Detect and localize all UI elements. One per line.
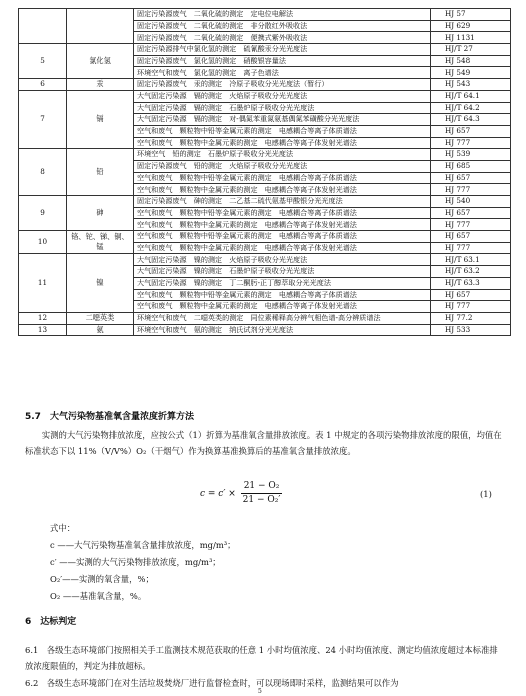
row-number-cell: 12 <box>19 312 67 324</box>
table-row <box>19 196 511 208</box>
pollutant-cell: 氨 <box>67 324 134 336</box>
row-number-cell: 13 <box>19 324 67 336</box>
standard-code-cell: HJ 777 <box>431 301 511 313</box>
standard-code-cell: HJ 685 <box>431 160 511 172</box>
method-cell: 空气和废气 颗粒物中金属元素的测定 电感耦合等离子体发射光谱法 <box>134 219 431 231</box>
standard-code-cell: HJ 657 <box>431 172 511 184</box>
method-cell: 固定污染源废气 砷的测定 二乙基二硫代氨基甲酸银分光光度法 <box>134 196 431 208</box>
method-cell: 固定污染源废气 二氧化硫的测定 非分散红外吸收法 <box>134 20 431 32</box>
section-6-1-paragraph: 6.1 各级生态环境部门按照相关手工监测技术规范获取的任意 1 小时均值浓度、24 小时均值浓度、测定均值浓度超过本标准排放浓度限值的，判定为排放超标。 <box>25 645 498 671</box>
method-cell: 环境空气和废气 二噁英类的测定 同位素稀释高分辨气相色谱-高分辨质谱法 <box>134 312 431 324</box>
standard-code-cell: HJ 77.2 <box>431 312 511 324</box>
standard-code-cell: HJ 657 <box>431 207 511 219</box>
standard-code-cell: HJ/T 64.3 <box>431 114 511 126</box>
row-number-cell: 8 <box>19 149 67 196</box>
standard-code-cell: HJ/T 63.1 <box>431 254 511 266</box>
standard-code-cell: HJ 657 <box>431 289 511 301</box>
section-6-2-paragraph: 6.2 各级生态环境部门在对生活垃圾焚烧厂进行监督检查时，可以现场即时采样，监测结果可以作为 <box>25 678 399 688</box>
method-cell: 空气和废气 颗粒物中铅等金属元素的测定 电感耦合等离子体质谱法 <box>134 289 431 301</box>
standard-code-cell: HJ 777 <box>431 242 511 254</box>
method-cell: 固定污染源废气 汞的测定 冷原子吸收分光光度法（暂行） <box>134 79 431 91</box>
row-number-cell: 7 <box>19 90 67 148</box>
row-number-cell: 6 <box>19 79 67 91</box>
method-cell: 固定污染源废气 氯化氢的测定 硝酸银容量法 <box>134 55 431 67</box>
table-row <box>19 312 511 324</box>
method-cell: 大气固定污染源 镍的测定 丁二酮肟-正丁醇萃取分光光度法 <box>134 277 431 289</box>
definition-c: c ——大气污染物基准氧含量排放浓度，mg/m³； <box>50 540 236 550</box>
standard-code-cell: HJ/T 27 <box>431 44 511 56</box>
definition-o2-prime: O₂′——实测的氧含量，%； <box>50 574 154 584</box>
standard-code-cell: HJ 629 <box>431 20 511 32</box>
table-row <box>19 231 511 243</box>
pollutant-cell: 砷 <box>67 196 134 231</box>
standards-table <box>18 8 511 336</box>
page-number: 5 <box>258 688 262 695</box>
definition-o2: O₂ ——基准氧含量，%。 <box>50 591 147 601</box>
pollutant-cell <box>67 9 134 44</box>
method-cell: 固定污染源废气 铅的测定 火焰原子吸收分光光度法 <box>134 160 431 172</box>
section-5-7-paragraph: 实测的大气污染物排放浓度，应按公式（1）折算为基准氧含量排放浓度。表 1 中规定的各项污染物排放浓度的限值，均值在标准状态下以 11%（V/V%）O₂（干烟气）作为换算基准换算后的基准氧含量排放浓度。 <box>25 430 502 456</box>
formula-numerator: 21 − O₂ <box>241 480 283 494</box>
row-number-cell: 9 <box>19 196 67 231</box>
standard-code-cell: HJ 777 <box>431 184 511 196</box>
formula-denominator: 21 − O₂′ <box>242 495 281 505</box>
row-number-cell: 5 <box>19 44 67 79</box>
formula-fraction <box>241 480 283 507</box>
formula-number: (1) <box>480 489 492 499</box>
where-label: 式中： <box>50 523 76 533</box>
table-row <box>19 90 511 102</box>
standard-code-cell: HJ/T 63.3 <box>431 277 511 289</box>
section-5-7-heading: 5.7 大气污染物基准氧含量浓度折算方法 <box>25 412 194 422</box>
method-cell: 大气固定污染源 镉的测定 石墨炉原子吸收分光光度法 <box>134 102 431 114</box>
standard-code-cell: HJ 1131 <box>431 32 511 44</box>
standard-code-cell: HJ 543 <box>431 79 511 91</box>
method-cell: 空气和废气 颗粒物中铅等金属元素的测定 电感耦合等离子体质谱法 <box>134 172 431 184</box>
standard-code-cell: HJ 777 <box>431 137 511 149</box>
standard-code-cell: HJ 549 <box>431 67 511 79</box>
standard-code-cell: HJ 540 <box>431 196 511 208</box>
table-row <box>19 9 511 21</box>
method-cell: 固定污染源废气 二氧化硫的测定 定电位电解法 <box>134 9 431 21</box>
method-cell: 大气固定污染源 镉的测定 对-偶氮苯重氮氨基偶氮苯磺酸分光光度法 <box>134 114 431 126</box>
standard-code-cell: HJ 657 <box>431 125 511 137</box>
pollutant-cell: 铅 <box>67 149 134 196</box>
standard-code-cell: HJ/T 64.1 <box>431 90 511 102</box>
pollutant-cell: 二噁英类 <box>67 312 134 324</box>
formula-1 <box>200 480 282 507</box>
standard-code-cell: HJ 57 <box>431 9 511 21</box>
pollutant-cell: 镍 <box>67 254 134 312</box>
standard-code-cell: HJ 533 <box>431 324 511 336</box>
method-cell: 空气和废气 颗粒物中铅等金属元素的测定 电感耦合等离子体质谱法 <box>134 207 431 219</box>
row-number-cell: 11 <box>19 254 67 312</box>
table-row <box>19 324 511 336</box>
method-cell: 环境空气 铅的测定 石墨炉原子吸收分光光度法 <box>134 149 431 161</box>
method-cell: 空气和废气 颗粒物中金属元素的测定 电感耦合等离子体发射光谱法 <box>134 137 431 149</box>
method-cell: 空气和废气 颗粒物中铅等金属元素的测定 电感耦合等离子体质谱法 <box>134 231 431 243</box>
method-cell: 空气和废气 颗粒物中金属元素的测定 电感耦合等离子体发射光谱法 <box>134 184 431 196</box>
method-cell: 空气和废气 颗粒物中金属元素的测定 电感耦合等离子体发射光谱法 <box>134 301 431 313</box>
standard-code-cell: HJ 548 <box>431 55 511 67</box>
standard-code-cell: HJ 777 <box>431 219 511 231</box>
definition-c-prime: c′ ——实测的大气污染物排放浓度，mg/m³； <box>50 557 221 567</box>
row-number-cell: 10 <box>19 231 67 254</box>
section-6-heading: 6 达标判定 <box>25 617 77 627</box>
standard-code-cell: HJ/T 64.2 <box>431 102 511 114</box>
pollutant-cell: 氯化氢 <box>67 44 134 79</box>
method-cell: 大气固定污染源 镍的测定 火焰原子吸收分光光度法 <box>134 254 431 266</box>
method-cell: 固定污染源排气中氯化氢的测定 硫氰酸汞分光光度法 <box>134 44 431 56</box>
table-row <box>19 149 511 161</box>
pollutant-cell: 镉 <box>67 90 134 148</box>
table-row <box>19 254 511 266</box>
standard-code-cell: HJ 539 <box>431 149 511 161</box>
method-cell: 固定污染源废气 二氧化硫的测定 便携式紫外吸收法 <box>134 32 431 44</box>
table-row <box>19 79 511 91</box>
pollutant-cell: 汞 <box>67 79 134 91</box>
method-cell: 大气固定污染源 镍的测定 石墨炉原子吸收分光光度法 <box>134 266 431 278</box>
pollutant-cell: 铬、铊、锑、铜、锰 <box>67 231 134 254</box>
method-cell: 大气固定污染源 镉的测定 火焰原子吸收分光光度法 <box>134 90 431 102</box>
row-number-cell <box>19 9 67 44</box>
standard-code-cell: HJ 657 <box>431 231 511 243</box>
method-cell: 环境空气和废气 氯化氢的测定 离子色谱法 <box>134 67 431 79</box>
method-cell: 空气和废气 颗粒物中金属元素的测定 电感耦合等离子体发射光谱法 <box>134 242 431 254</box>
method-cell: 空气和废气 颗粒物中铅等金属元素的测定 电感耦合等离子体质谱法 <box>134 125 431 137</box>
table-row <box>19 44 511 56</box>
method-cell: 环境空气和废气 氨的测定 纳氏试剂分光光度法 <box>134 324 431 336</box>
formula-lhs: c = c′ × <box>200 489 236 499</box>
standard-code-cell: HJ/T 63.2 <box>431 266 511 278</box>
standards-table-body <box>19 9 511 336</box>
